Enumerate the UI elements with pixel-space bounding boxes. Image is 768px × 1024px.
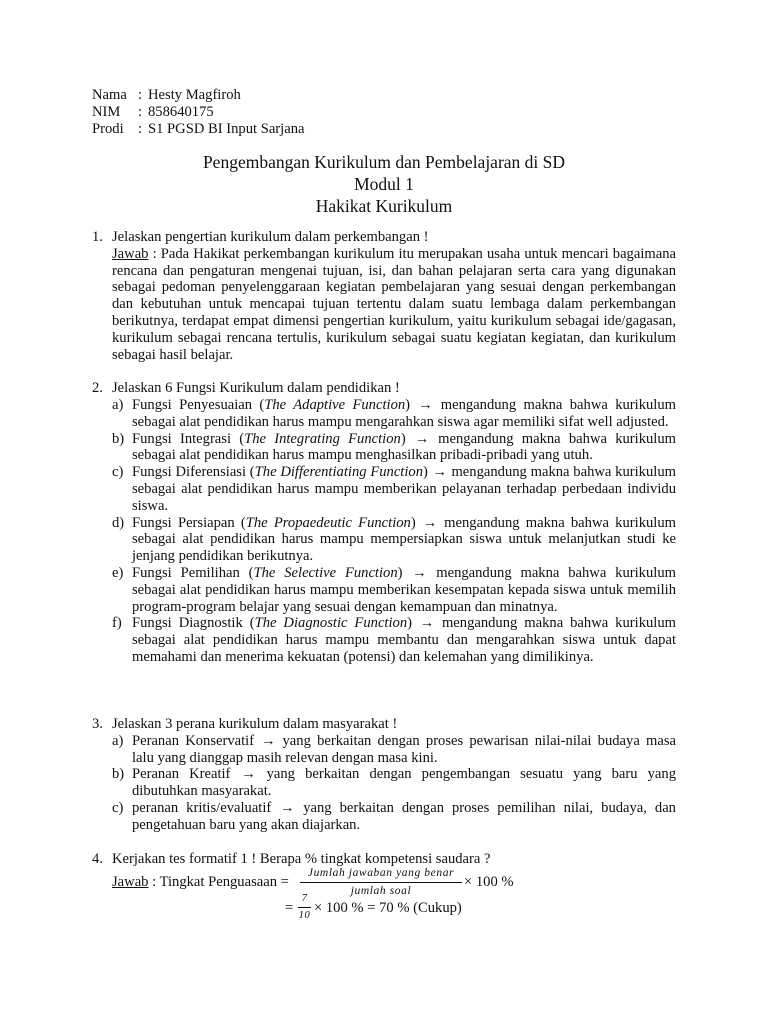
question-2 (92, 380, 676, 666)
info-label: NIM (92, 104, 121, 120)
answer-1 (112, 246, 676, 364)
item-letter: a) (112, 396, 124, 413)
course-title: Pengembangan Kurikulum dan Pembelajaran di SD (202, 152, 566, 172)
item-name: peranan kritis/evaluatif (132, 799, 272, 816)
question-1 (92, 229, 676, 363)
result-text: × 100 % = 70 % (Cukup) (314, 900, 462, 916)
item-name: Fungsi Diagnostik ( (132, 615, 255, 632)
info-row-prodi (92, 121, 304, 138)
info-row-nama (92, 87, 304, 104)
item-letter: b) (112, 430, 125, 447)
answer-text: : Pada Hakikat perkembangan kurikulum itu merupakan usaha untuk mencari bagaimana rencana dan pengaturan mengenai tujuan, isi, dan bahan pelajaran serta cara yang digunakan sebagai pedoman penyelenggaraan kegiatan pembelajaran yang sesuai dengan perkembangan dan kebutuhan untuk mencapai tujuan tertentu dalam suatu lembaga dalam perkembangan berikutnya, terdapat empat dimensi pengertian kurikulum, yaitu kurikulum sebagai ide/gagasan, kurikulum sebagai rencana tertulis, kurikulum sebagai suatu kegiatan kegiatan, dan kurikulum sebagai hasil belajar. (112, 245, 676, 363)
module-title: Modul 1 (354, 174, 414, 194)
item-english-name: The Selective Function (253, 565, 398, 582)
item-name: Peranan Konservatif (132, 732, 255, 749)
arrow-right-icon: → (432, 464, 447, 481)
item-letter: e) (112, 565, 124, 582)
question-text: Jelaskan 3 perana kurikulum dalam masyarakat ! (112, 716, 398, 732)
times-hundred: × 100 % (464, 874, 514, 890)
info-separator: : (138, 87, 143, 103)
item-description: yang berkaitan dengan proses pemilihan nilai, budaya, dan pengetahuan baru yang akan diajarkan. (132, 799, 676, 833)
arrow-right-icon: → (422, 514, 438, 531)
info-value: S1 PGSD BI Input Sarjana (148, 121, 305, 137)
question-number: 2. (92, 380, 103, 396)
info-value: Hesty Magfiroh (148, 87, 241, 103)
arrow-right-icon: → (414, 430, 430, 447)
arrow-right-icon: → (418, 396, 433, 413)
list-item (112, 565, 676, 615)
list-item (112, 431, 676, 465)
item-close: ) (400, 430, 406, 447)
arrow-right-icon: → (279, 799, 295, 816)
arrow-right-icon: → (419, 615, 435, 632)
item-close: ) (410, 514, 416, 531)
item-description: mengandung makna bahwa kurikulum sebagai alat pendidikan harus mampu mengarahkan siswa agar memiliki sifat well adjusted. (132, 396, 677, 430)
info-row-nim (92, 104, 304, 121)
formula-label: : Tingkat Penguasaan = (152, 874, 289, 890)
item-english-name: The Adaptive Function (264, 396, 406, 413)
item-english-name: The Diagnostic Function (254, 615, 408, 632)
item-name: Fungsi Persiapan ( (132, 514, 246, 531)
formula-block (112, 864, 672, 924)
item-description: mengandung makna bahwa kurikulum sebagai alat pendidikan harus mampu menghasilkan pribadi-pribadi yang utuh. (132, 430, 677, 464)
arrow-right-icon: → (412, 565, 427, 582)
document-title-block (0, 151, 768, 217)
item-name: Fungsi Integrasi ( (132, 430, 245, 447)
list-item (112, 800, 676, 834)
list-item (112, 464, 676, 514)
item-description: yang berkaitan dengan proses pewarisan nilai-nilai budaya masa lalu yang dianggap masih relevan dengan masa kini. (132, 732, 676, 766)
item-letter: a) (112, 732, 124, 749)
item-english-name: The Propaedeutic Function (245, 514, 411, 531)
item-name: Fungsi Penyesuaian ( (132, 396, 265, 413)
item-description: mengandung makna bahwa kurikulum sebagai alat pendidikan harus mampu memberikan kesempatan kepada siswa untuk memilih program-program belajar yang sesuai dengan kemampuan dan minatnya. (132, 565, 676, 615)
jawab-label: Jawab (112, 245, 149, 262)
item-close: ) (407, 615, 412, 632)
info-separator: : (138, 121, 143, 137)
arrow-right-icon: → (241, 766, 256, 783)
question-number: 4. (92, 851, 103, 867)
item-letter: c) (112, 464, 124, 481)
list-item (112, 397, 676, 431)
list-item (112, 515, 676, 565)
question-text: Jelaskan pengertian kurikulum dalam perkembangan ! (112, 229, 429, 245)
arrow-right-icon: → (261, 732, 276, 749)
item-name: Fungsi Pemilihan ( (132, 565, 254, 582)
fraction2-numerator: 7 (301, 893, 308, 904)
item-letter: c) (112, 799, 124, 816)
jawab-label: Jawab (112, 874, 149, 890)
formula-label-row (112, 874, 289, 891)
item-description: yang berkaitan dengan pengembangan sesuatu yang baru yang dibutuhkan masyarakat. (132, 766, 676, 800)
fraction2-denominator: 10 (298, 910, 311, 921)
question-text: Jelaskan 6 Fungsi Kurikulum dalam pendidikan ! (112, 380, 400, 396)
item-english-name: The Differentiating Function (254, 464, 424, 481)
topic-title: Hakikat Kurikulum (315, 196, 453, 216)
info-label: Nama (92, 87, 127, 103)
fraction-denominator: jumlah soal (350, 885, 412, 897)
item-english-name: The Integrating Function (244, 430, 401, 447)
item-close: ) (397, 565, 403, 582)
equals-sign: = (285, 900, 294, 916)
item-description: mengandung makna bahwa kurikulum sebagai alat pendidikan harus mampu mempersiapkan siswa untuk melanjutkan studi ke jenjang pendidikan berikutnya. (132, 514, 676, 565)
question-number: 3. (92, 716, 103, 732)
question-text: Kerjakan tes formatif 1 ! Berapa % tingkat kompetensi saudara ? (112, 851, 491, 867)
item-description: mengandung makna bahwa kurikulum sebagai alat pendidikan harus mampu memberikan pelayanan terhadap perbedaan individu siswa. (132, 464, 676, 514)
question-number: 1. (92, 229, 103, 245)
list-item (112, 615, 676, 665)
item-name: Peranan Kreatif (132, 766, 231, 783)
question-3 (92, 716, 676, 834)
item-description: mengandung makna bahwa kurikulum sebagai alat pendidikan harus mampu membantu dan mengarahkan siswa untuk dapat memahami dan menerima kekuatan (potensi) dan kelemahan yang dimilikinya. (132, 615, 676, 666)
item-name: Fungsi Diferensiasi ( (132, 464, 255, 481)
item-letter: b) (112, 766, 125, 783)
info-separator: : (138, 104, 143, 120)
item-letter: f) (112, 615, 122, 632)
item-close: ) (405, 396, 411, 413)
item-letter: d) (112, 514, 125, 531)
info-value: 858640175 (148, 104, 214, 120)
list-item (112, 733, 676, 767)
student-info (92, 87, 304, 138)
fraction-numerator: Jumlah jawaban yang benar (307, 867, 455, 879)
list-item (112, 766, 676, 800)
item-close: ) (423, 464, 428, 481)
info-label: Prodi (92, 121, 124, 137)
